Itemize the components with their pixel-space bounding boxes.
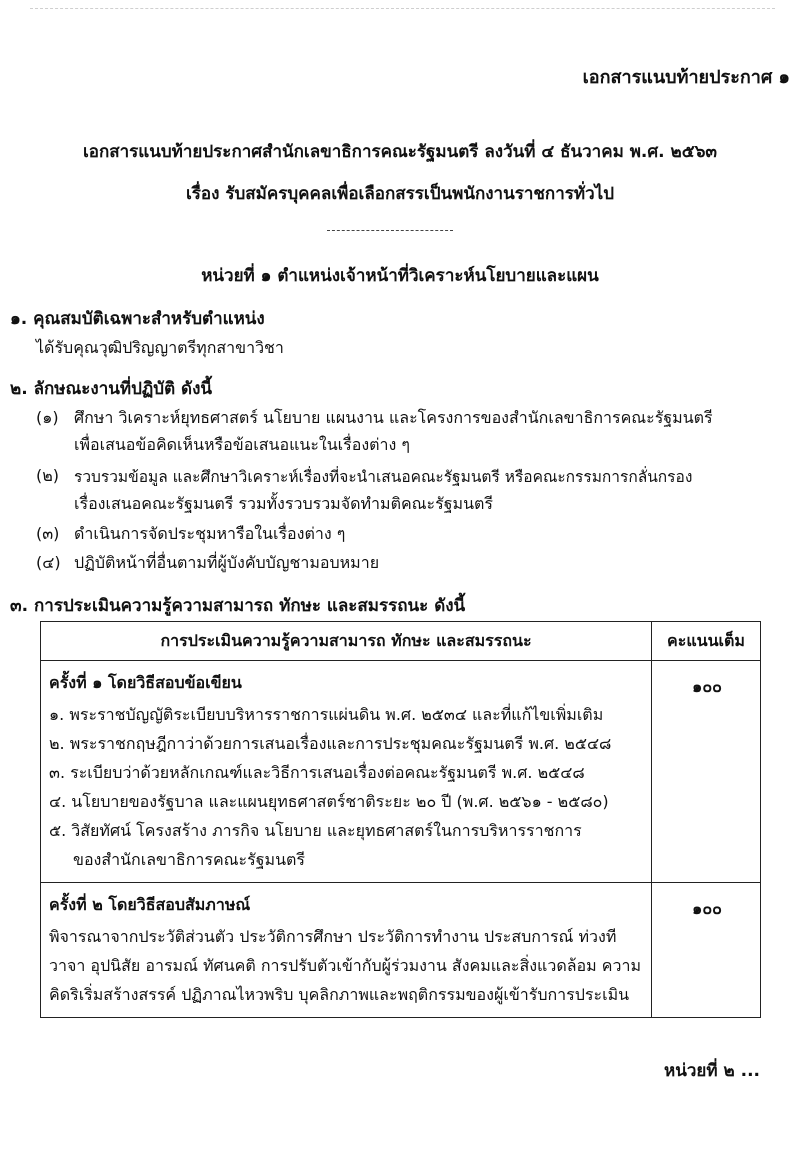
assessment-table [40, 621, 761, 1018]
exam-topic: ๕. วิสัยทัศน์ โครงสร้าง ภารกิจ นโยบาย และยุทธศาสตร์ในการบริหารราชการ [49, 821, 582, 840]
section-1-heading: ๑. คุณสมบัติเฉพาะสำหรับตำแหน่ง [10, 309, 265, 329]
duty-text: เรื่องเสนอคณะรัฐมนตรี รวมทั้งรวบรวมจัดทำมติคณะรัฐมนตรี [74, 494, 493, 513]
table-header-row [41, 622, 761, 661]
criteria-header: การประเมินความรู้ความสามารถ ทักษะ และสมรรถนะ [41, 622, 652, 661]
duty-text: ดำเนินการจัดประชุมหารือในเรื่องต่าง ๆ [74, 524, 346, 543]
duty-text: รวบรวมข้อมูล และศึกษาวิเคราะห์เรื่องที่จะนำเสนอคณะรัฐมนตรี หรือคณะกรรมการกลั่นกรอง [74, 468, 693, 486]
round-2-description: พิจารณาจากประวัติส่วนตัว ประวัติการศึกษา ประวัติการทำงาน ประสบการณ์ ท่วงทีวาจา อุปนิสัย อารมณ์ ทัศนคติ การปรับตัวเข้ากับผู้ร่วมงาน สังคมและสิ่งแวดล้อม ความคิดริเริ่มสร้างสรรค์ ปฏิภาณไหวพริบ บุคลิกภาพและพฤติกรรมของผู้เข้ารับการประเมิน [49, 927, 641, 1004]
duty-number: (๔) [36, 553, 61, 572]
title-divider [327, 230, 453, 231]
exam-topic: ๒. พระราชกฤษฎีกาว่าด้วยการเสนอเรื่องและการประชุมคณะรัฐมนตรี พ.ศ. ๒๕๔๘ [49, 734, 612, 753]
exam-topic: ๑. พระราชบัญญัติระเบียบบริหารราชการแผ่นดิน พ.ศ. ๒๕๓๔ และที่แก้ไขเพิ่มเติม [49, 705, 604, 724]
section-3-heading: ๓. การประเมินความรู้ความสามารถ ทักษะ และสมรรถนะ ดังนี้ [10, 596, 466, 616]
table-row [41, 883, 761, 1018]
exam-topic: ๔. นโยบายของรัฐบาล และแผนยุทธศาสตร์ชาติระยะ ๒๐ ปี (พ.ศ. ๒๕๖๑ - ๒๕๘๐) [49, 792, 609, 811]
unit-title: หน่วยที่ ๑ ตำแหน่งเจ้าหน้าที่วิเคราะห์นโยบายและแผน [201, 266, 599, 286]
round-2-score: ๑๐๐ [652, 883, 761, 1018]
exam-topic: ๓. ระเบียบว่าด้วยหลักเกณฑ์และวิธีการเสนอเรื่องต่อคณะรัฐมนตรี พ.ศ. ๒๕๔๘ [49, 763, 585, 782]
round-2-title: ครั้งที่ ๒ โดยวิธีสอบสัมภาษณ์ [49, 895, 251, 914]
document-subject: เรื่อง รับสมัครบุคคลเพื่อเลือกสรรเป็นพนักงานราชการทั่วไป [185, 184, 614, 204]
section-2-heading: ๒. ลักษณะงานที่ปฏิบัติ ดังนี้ [10, 379, 212, 399]
duty-number: (๓) [36, 524, 60, 543]
round-1-score: ๑๐๐ [652, 661, 761, 883]
document-title: เอกสารแนบท้ายประกาศสำนักเลขาธิการคณะรัฐมนตรี ลงวันที่ ๔ ธันวาคม พ.ศ. ๒๕๖๓ [82, 142, 718, 162]
duty-text: เพื่อเสนอข้อคิดเห็นหรือข้อเสนอแนะในเรื่องต่าง ๆ [74, 435, 411, 454]
round-1-cell [41, 661, 652, 883]
round-2-cell [41, 883, 652, 1018]
scan-edge-line [30, 8, 775, 9]
annex-label: เอกสารแนบท้ายประกาศ ๑ [582, 67, 790, 88]
table-row [41, 661, 761, 883]
round-1-title: ครั้งที่ ๑ โดยวิธีสอบข้อเขียน [49, 673, 242, 692]
duty-text: ศึกษา วิเคราะห์ยุทธศาสตร์ นโยบาย แผนงาน และโครงการของสำนักเลขาธิการคณะรัฐมนตรี [74, 408, 713, 427]
next-page-label: หน่วยที่ ๒ ... [664, 1061, 760, 1081]
exam-topic-continuation: ของสำนักเลขาธิการคณะรัฐมนตรี [73, 850, 305, 869]
duty-number: (๑) [36, 408, 59, 427]
score-header: คะแนนเต็ม [652, 622, 761, 661]
duty-text: ปฏิบัติหน้าที่อื่นตามที่ผู้บังคับบัญชามอบหมาย [74, 553, 380, 572]
section-1-text: ได้รับคุณวุฒิปริญญาตรีทุกสาขาวิชา [36, 338, 284, 357]
duty-number: (๒) [36, 466, 60, 485]
